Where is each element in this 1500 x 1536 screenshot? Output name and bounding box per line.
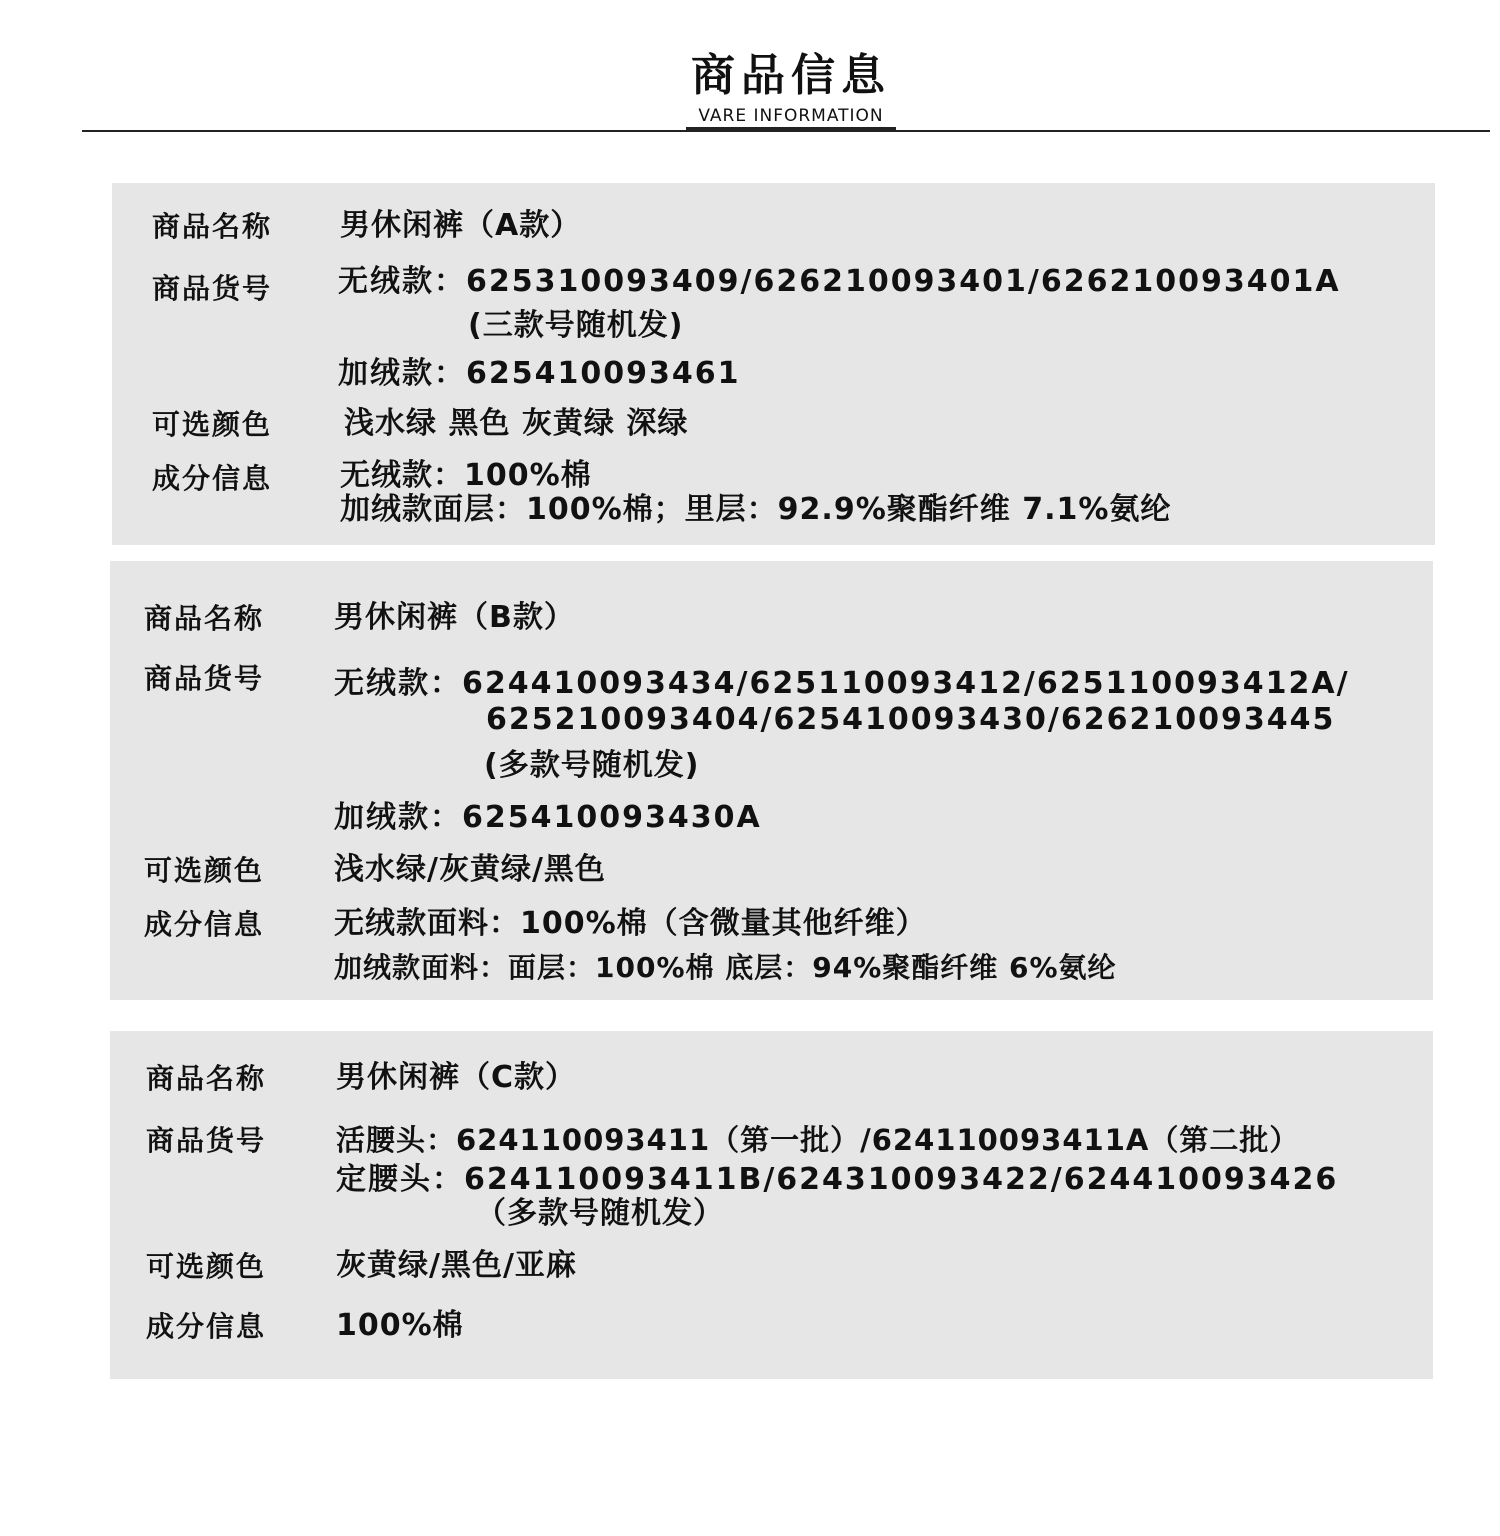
colors-value: 灰黄绿/黑色/亚麻 <box>336 1248 577 1283</box>
product-name: 男休闲裤（B款） <box>334 600 575 635</box>
name-label: 商品名称 <box>144 602 265 635</box>
code-line: 活腰头：624110093411（第一批）/624110093411A（第二批） <box>336 1123 1300 1157</box>
code-line: 无绒款：625310093409/626210093401/626210093401A <box>338 264 1341 299</box>
title-underline <box>686 127 896 130</box>
code-label: 商品货号 <box>146 1124 267 1157</box>
composition-line: 无绒款：100%棉 <box>340 458 592 493</box>
code-label: 商品货号 <box>152 272 273 305</box>
code-line: 加绒款：625410093461 <box>338 356 741 391</box>
colors-value: 浅水绿 黑色 灰黄绿 深绿 <box>344 406 689 441</box>
code-line: 无绒款：624410093434/625110093412/625110093412A/ <box>334 666 1350 701</box>
composition-label: 成分信息 <box>144 908 265 941</box>
product-name: 男休闲裤（A款） <box>340 208 582 243</box>
colors-label: 可选颜色 <box>152 408 273 441</box>
name-label: 商品名称 <box>146 1062 267 1095</box>
product-panel-b <box>110 561 1433 1000</box>
composition-label: 成分信息 <box>152 462 273 495</box>
code-line: 定腰头：624110093411B/624310093422/624410093426 <box>336 1162 1339 1197</box>
product-panel-a <box>112 183 1435 545</box>
product-panel-c <box>110 1031 1433 1379</box>
colors-label: 可选颜色 <box>146 1250 267 1283</box>
code-label: 商品货号 <box>144 662 265 695</box>
product-name: 男休闲裤（C款） <box>336 1060 577 1095</box>
page-subtitle: VARE INFORMATION <box>698 106 884 126</box>
colors-label: 可选颜色 <box>144 854 265 887</box>
code-line: (多款号随机发) <box>484 748 700 783</box>
header-divider <box>82 130 1490 132</box>
page-title: 商品信息 <box>691 50 891 101</box>
code-line: (三款号随机发) <box>468 308 684 343</box>
composition-line: 加绒款面层：100%棉；里层：92.9%聚酯纤维 7.1%氨纶 <box>340 492 1172 527</box>
colors-value: 浅水绿/灰黄绿/黑色 <box>334 852 606 887</box>
composition-line: 100%棉 <box>336 1308 464 1343</box>
composition-line: 加绒款面料：面层：100%棉 底层：94%聚酯纤维 6%氨纶 <box>334 951 1117 984</box>
page-header <box>0 0 1500 140</box>
composition-line: 无绒款面料：100%棉（含微量其他纤维） <box>334 906 927 941</box>
code-line: （多款号随机发） <box>476 1196 724 1231</box>
composition-label: 成分信息 <box>146 1310 267 1343</box>
code-line: 加绒款：625410093430A <box>334 800 762 835</box>
name-label: 商品名称 <box>152 210 273 243</box>
code-line: 625210093404/625410093430/626210093445 <box>486 702 1336 737</box>
